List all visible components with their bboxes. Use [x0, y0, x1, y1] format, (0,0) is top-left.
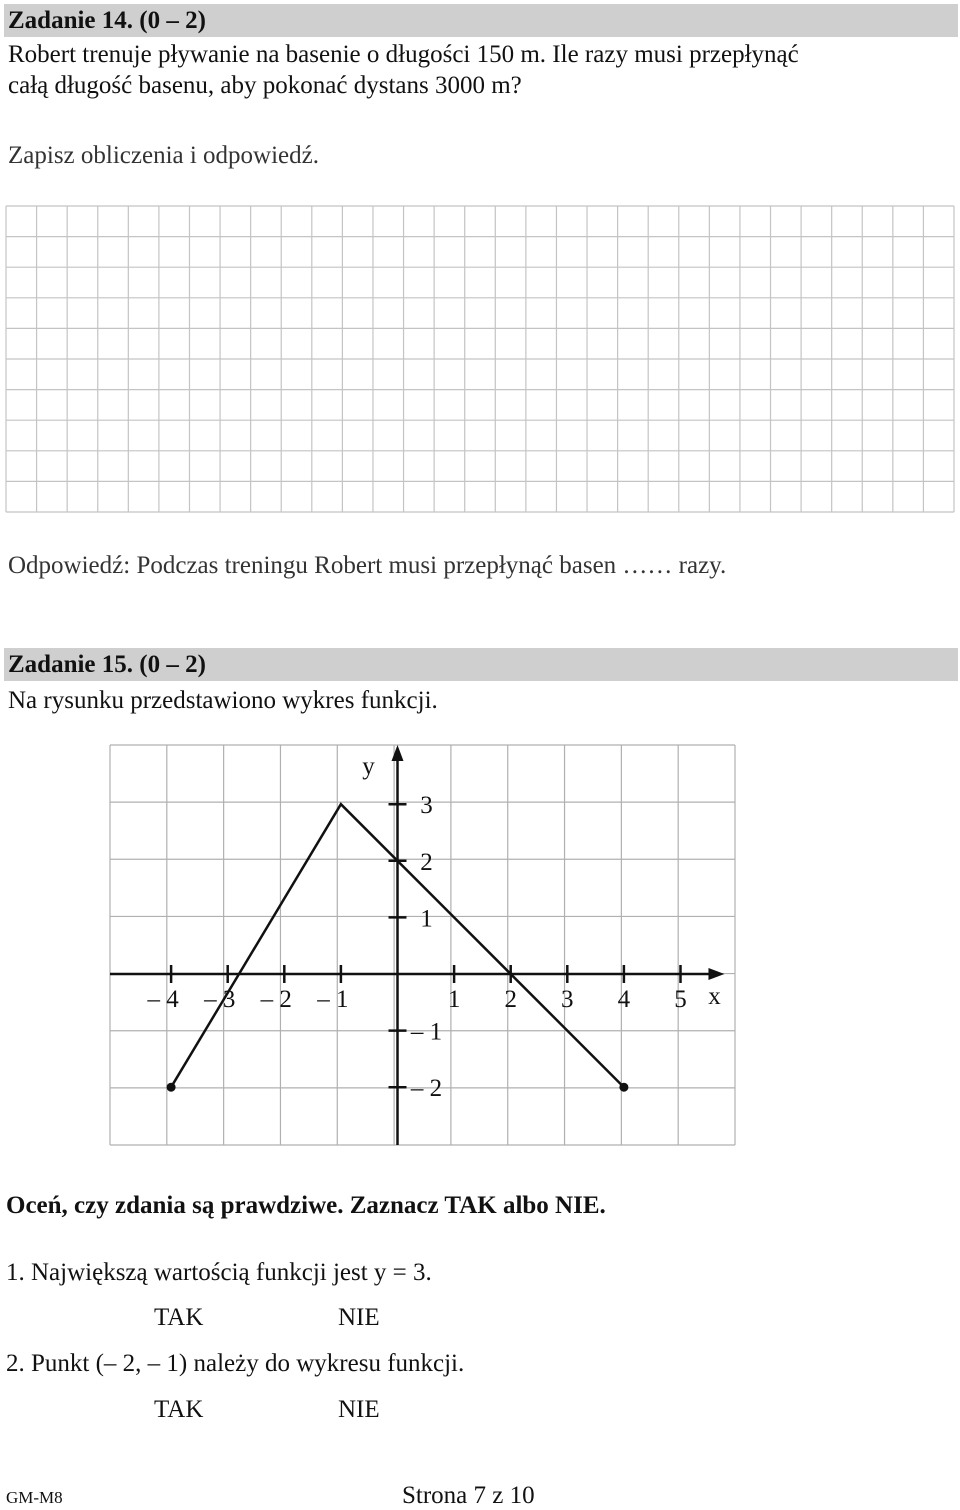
statement-1-no-option[interactable]: NIE [338, 1304, 380, 1331]
footer-code: GM-M8 [6, 1488, 63, 1507]
y-tick-label: 3 [420, 792, 433, 820]
y-tick-label: – 1 [410, 1018, 443, 1046]
x-tick-label: – 3 [204, 986, 236, 1013]
x-tick-label: 4 [617, 986, 631, 1013]
task-14-answer: Odpowiedź: Podczas treningu Robert musi przepłynąć basen …… razy. [8, 552, 727, 579]
x-axis-label: x [708, 983, 721, 1010]
statement-1-yes-option[interactable]: TAK [154, 1304, 204, 1331]
y-tick-label: 2 [420, 848, 433, 876]
task-14-line1: Robert trenuje pływanie na basenie o długości 150 m. Ile razy musi przepłynąć [8, 41, 799, 68]
endpoint-right [619, 1083, 628, 1092]
statement-2-yes-option[interactable]: TAK [154, 1396, 204, 1423]
x-tick-label: 5 [674, 986, 687, 1013]
footer-page-number: Strona 7 z 10 [402, 1482, 535, 1509]
task-14-line2: całą długość basenu, aby pokonać dystans 3000 m? [8, 72, 522, 99]
x-axis-arrow [708, 968, 724, 980]
statement-1: 1. Największą wartością funkcji jest y = 3. [6, 1259, 432, 1286]
task-15-instruction: Oceń, czy zdania są prawdziwe. Zaznacz TAK albo NIE. [6, 1192, 606, 1219]
task-15-header: Zadanie 15. (0 – 2) [4, 648, 958, 681]
y-axis-arrow [392, 745, 404, 761]
function-graph [110, 745, 735, 1145]
x-tick-label: 2 [504, 986, 517, 1013]
y-tick-label: – 2 [410, 1075, 443, 1103]
statement-2-no-option[interactable]: NIE [338, 1396, 380, 1423]
endpoint-left [167, 1083, 176, 1092]
x-tick-label: – 1 [317, 986, 349, 1013]
x-tick-label: 3 [561, 986, 574, 1013]
statement-2: 2. Punkt (– 2, – 1) należy do wykresu funkcji. [6, 1350, 465, 1377]
x-tick-label: – 4 [147, 986, 179, 1013]
x-tick-label: 1 [447, 986, 461, 1013]
y-tick-label: 1 [420, 905, 433, 933]
grid-lines [6, 206, 954, 512]
x-tick-label: – 2 [260, 986, 292, 1013]
task-14-header: Zadanie 14. (0 – 2) [4, 4, 958, 37]
y-axis-label: y [362, 753, 375, 780]
calculation-grid[interactable] [6, 206, 954, 512]
task-14-instruction: Zapisz obliczenia i odpowiedź. [8, 142, 319, 169]
task-15-intro: Na rysunku przedstawiono wykres funkcji. [8, 687, 438, 714]
